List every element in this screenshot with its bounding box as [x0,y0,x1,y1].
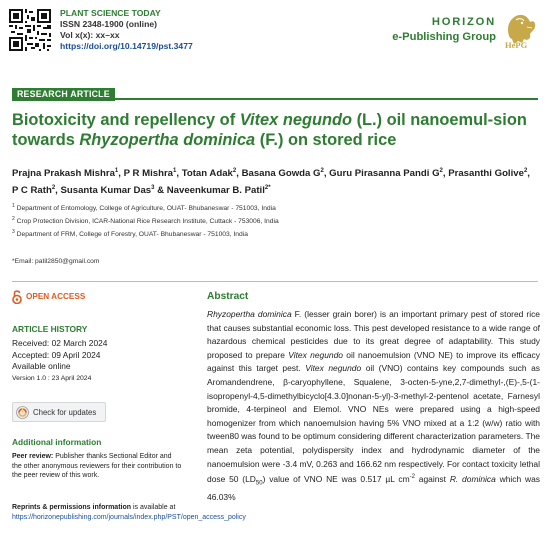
publisher-logo-text: HePG [505,40,528,50]
author: Susanta Kumar Das [60,185,152,197]
abstract-heading: Abstract [207,291,249,302]
article-history [12,338,107,384]
check-for-updates-button[interactable] [12,402,106,422]
version-date: Version 1.0 : 23 April 2024 [12,374,92,382]
publisher-tagline: e-Publishing Group [392,31,496,43]
check-updates-label: Check for updates [33,407,97,417]
check-updates-icon [16,406,29,419]
open-access-lock-icon [12,289,22,304]
publisher-name: HORIZON [431,16,496,28]
article-history-heading: ARTICLE HISTORY [12,324,88,334]
author: Totan Adak [181,168,233,180]
affiliation: $^3$ Department of FRM, College of Forestry, OUAT- Bhubaneswar - 751003, India [12,229,248,239]
journal-volume: Vol x(x): xx–xx [60,30,120,40]
affiliation: $^1$ Department of Entomology, College of Agriculture, OUAT- Bhubaneswar - 751003, India [12,203,276,213]
available-online: Available online [12,361,71,372]
author: Prajna Prakash Mishra [12,168,115,180]
peer-review-note: Peer review: Publisher thanks Sectional Editor and the other anonymous reviewers for their contribution to the peer review of this work. [12,453,182,480]
publisher-block [378,15,496,45]
author: Basana Gowda G [241,168,321,180]
corresponding-email[interactable]: *Email: patil2850@gmail.com [12,258,100,265]
reprints-note: Reprints & permissions information is available at https://horizonepublishing.com/journals/index.php/PST/open_access_policy [12,504,246,521]
additional-info-heading: Additional information [12,437,102,447]
doi-link[interactable]: https://doi.org/10.14719/pst.3477 [60,41,193,51]
author: Naveenkumar B. Patil [166,185,265,197]
journal-info [60,8,193,52]
abstract-body: Rhyzopertha dominica F. (lesser grain borer) is an important primary pest of stored rice that causes substantial economic loss. This pest developed resistance to a wide range of hazardous chemical pesticides due to its great degree of adaptability. This study proposed to prepare Vitex negundo oil nanoemulsion (VNO NE) to improve its efficacy against this target pest. Vitex negundo oil (VNO) contains key compounds such as Aromandendrene, β-caryophyllene, Squalene, 3-octen-5-yne,2,7-dimethyl-,(E)-,5-(1-isopropenyl-4,5-dimethylbicyclo[4.3.0]nonan-5-yl)-3-methyl-2-pentenol acetate, Farnesyl bromide, 4-terpineol and Elemol. VNO NEs were prepared using a high-speed homogenizer from which nanoemulsion having 5% VNO mixed at a 1:2 (w/w) ratio with tween80 was found to be optimum considering different characterization parameters. The mean zeta potential, polydispersity index and hydrodynamic diameter of the nanoemulsion were -3.4 mV, 0.263 and 166.62 nm respectively. For contact toxicity lethal dose 50 $(LD_{50})$ value of VNO NE was 0.517 µL $cm^{-2}$ against R. dominica which was 46.03% [207,309,541,503]
affiliation: $^2$ Crop Protection Division, ICAR-National Rice Research Institute, Cuttack - 753006, India [12,216,279,226]
received-date: Received: 02 March 2024 [12,338,108,348]
affiliation-list [12,201,532,241]
journal-issn: ISSN 2348-1900 (online) [60,19,157,29]
author: P C Rath [12,185,52,197]
section-divider [12,281,538,282]
paper-title: Biotoxicity and repellency of Vitex negundo (L.) oil nanoemul-sion towards Rhyzopertha dominica (F.) on stored rice [12,111,527,149]
article-type-bar [12,88,538,102]
author: P R Mishra [123,168,174,180]
journal-name: PLANT SCIENCE TODAY [60,8,161,18]
qr-code-icon [9,9,51,51]
article-type-label: RESEARCH ARTICLE [12,88,115,101]
open-access-label: OPEN ACCESS [26,292,86,301]
author: Guru Pirasanna Pandi G [329,168,440,180]
accepted-date: Accepted: 09 April 2024 [12,349,101,360]
author: Prasanthi Golive [448,168,524,180]
author-list: Prajna Prakash Mishra$^1$, P R Mishra$^1$, Totan Adak$^2$, Basana Gowda $G^2$, Guru Pirasanna Pandi $G^2$, Prasanthi Golive$^2$, P C Rath$^2$, Susanta Kumar Das$^3$ & Naveenkumar B. Patil$^{2*}$ [12,168,530,197]
reprints-link[interactable]: https://horizonepublishing.com/journals/index.php/PST/open_access_policy [12,513,246,521]
